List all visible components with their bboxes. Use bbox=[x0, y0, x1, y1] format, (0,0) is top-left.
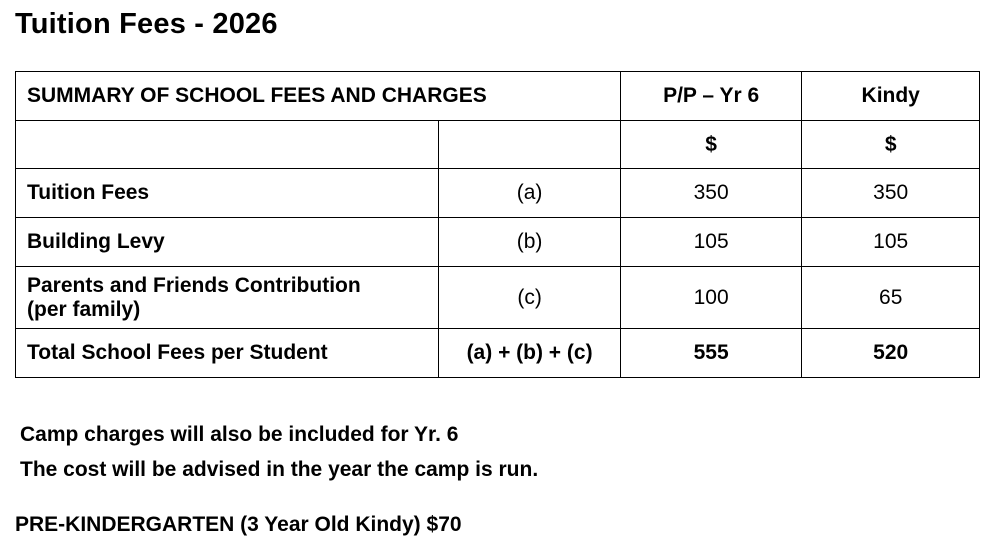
camp-cost-note: The cost will be advised in the year the camp is run. bbox=[20, 458, 539, 481]
kindy-value: 350 bbox=[802, 169, 980, 218]
row-label-line1: Parents and Friends Contribution bbox=[27, 273, 361, 297]
page-title: Tuition Fees - 2026 bbox=[15, 8, 278, 40]
table-header-row bbox=[16, 72, 980, 121]
total-pp-value: 555 bbox=[620, 329, 802, 378]
pp-value: 105 bbox=[620, 218, 802, 267]
pp-currency: $ bbox=[620, 121, 802, 169]
table-row bbox=[16, 169, 980, 218]
fees-table bbox=[15, 71, 980, 378]
row-code: (b) bbox=[439, 218, 621, 267]
camp-note: Camp charges will also be included for Yr. 6 bbox=[20, 423, 459, 446]
kindy-value: 65 bbox=[802, 267, 980, 329]
row-label bbox=[16, 267, 439, 329]
kindy-header: Kindy bbox=[802, 72, 980, 121]
summary-header: SUMMARY OF SCHOOL FEES AND CHARGES bbox=[16, 72, 621, 121]
total-code: (a) + (b) + (c) bbox=[439, 329, 621, 378]
table-row bbox=[16, 218, 980, 267]
currency-row bbox=[16, 121, 980, 169]
empty-cell bbox=[439, 121, 621, 169]
row-code: (c) bbox=[439, 267, 621, 329]
kindy-value: 105 bbox=[802, 218, 980, 267]
total-label: Total School Fees per Student bbox=[16, 329, 439, 378]
pp-value: 350 bbox=[620, 169, 802, 218]
pp-value: 100 bbox=[620, 267, 802, 329]
row-label-line2: (per family) bbox=[27, 297, 141, 321]
empty-cell bbox=[16, 121, 439, 169]
kindy-currency: $ bbox=[802, 121, 980, 169]
row-label: Building Levy bbox=[16, 218, 439, 267]
table-row bbox=[16, 267, 980, 329]
pre-kindergarten-fee: PRE-KINDERGARTEN (3 Year Old Kindy) $70 bbox=[15, 513, 462, 536]
pp-yr6-header: P/P – Yr 6 bbox=[620, 72, 802, 121]
total-kindy-value: 520 bbox=[802, 329, 980, 378]
total-row bbox=[16, 329, 980, 378]
row-label: Tuition Fees bbox=[16, 169, 439, 218]
row-code: (a) bbox=[439, 169, 621, 218]
